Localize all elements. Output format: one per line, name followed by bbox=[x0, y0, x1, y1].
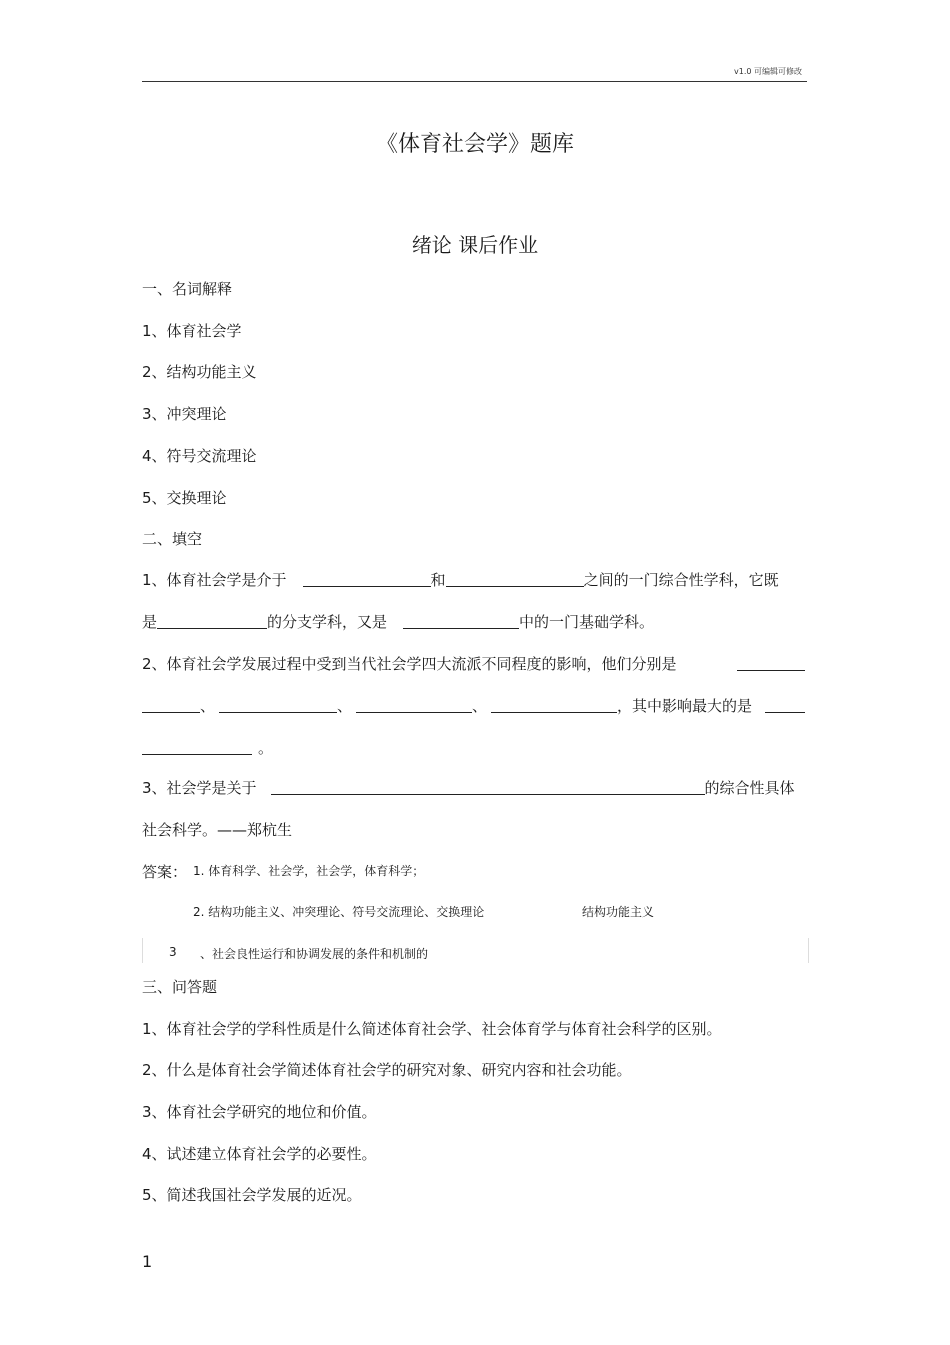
question-text: 的综合性具体 bbox=[704, 779, 795, 797]
question-text: 中的一门基础学科。 bbox=[519, 613, 655, 631]
section-heading-fill: 二、填空 bbox=[142, 530, 203, 548]
list-item: 5、简述我国社会学发展的近况。 bbox=[142, 1186, 362, 1204]
question-text: ，其中影响最大的是 bbox=[617, 697, 753, 715]
list-item: 4、符号交流理论 bbox=[142, 447, 257, 465]
answer-3-number: 3 bbox=[169, 945, 177, 959]
question-text: 。 bbox=[258, 739, 274, 757]
page-number: 1 bbox=[142, 1252, 153, 1271]
question-text: 1、体育社会学是介于 bbox=[142, 571, 287, 589]
answer-blank bbox=[356, 696, 472, 713]
answer-1: 1. 体育科学、社会学，社会学，体育科学； bbox=[193, 864, 425, 878]
section-heading-qa: 三、问答题 bbox=[142, 978, 218, 996]
chapter-heading: 绪论 课后作业 bbox=[411, 233, 539, 257]
document-title: 《体育社会学》题库 bbox=[375, 132, 574, 157]
answer-blank bbox=[142, 696, 200, 713]
answer-blank bbox=[403, 612, 519, 629]
answer-blank bbox=[303, 570, 431, 587]
question-text: 是 bbox=[142, 613, 158, 631]
separator: 、 bbox=[200, 697, 216, 715]
version-note: v1.0 可编辑可修改 bbox=[734, 67, 802, 76]
answer-blank bbox=[446, 570, 584, 587]
answer-blank bbox=[765, 696, 805, 713]
answer-blank bbox=[491, 696, 617, 713]
list-item: 2、结构功能主义 bbox=[142, 363, 257, 381]
section-heading-terms: 一、名词解释 bbox=[142, 280, 233, 298]
answer-blank bbox=[737, 654, 805, 671]
question-text: 和 bbox=[430, 571, 446, 589]
fill-question-3-line-2: 社会科学。——郑杭生 bbox=[142, 821, 293, 839]
answer-blank bbox=[142, 738, 252, 755]
separator: 、 bbox=[472, 697, 488, 715]
answer-blank bbox=[271, 778, 705, 795]
fill-question-1-line-1 bbox=[142, 569, 779, 590]
list-item: 2、什么是体育社会学简述体育社会学的研究对象、研究内容和社会功能。 bbox=[142, 1061, 632, 1079]
fill-question-2-line-3 bbox=[142, 737, 273, 758]
fill-question-1-line-2 bbox=[142, 611, 654, 632]
list-item: 1、体育社会学 bbox=[142, 322, 242, 340]
answer-label: 答案： bbox=[142, 863, 188, 881]
question-text: 的分支学科，又是 bbox=[267, 613, 388, 631]
list-item: 3、体育社会学研究的地位和价值。 bbox=[142, 1103, 377, 1121]
list-item: 1、体育社会学的学科性质是什么简述体育社会学、社会体育学与体育社会科学的区别。 bbox=[142, 1020, 722, 1038]
question-text: 3、社会学是关于 bbox=[142, 779, 257, 797]
header-rule bbox=[142, 81, 807, 82]
answer-blank bbox=[219, 696, 337, 713]
fill-question-3-line-1 bbox=[142, 777, 795, 798]
answer-2: 2. 结构功能主义、冲突理论、符号交流理论、交换理论 bbox=[193, 905, 485, 919]
answer-2-most-influential: 结构功能主义 bbox=[582, 905, 655, 919]
fill-question-2-line-1: 2、体育社会学发展过程中受到当代社会学四大流派不同程度的影响，他们分别是 bbox=[142, 655, 677, 673]
separator: 、 bbox=[337, 697, 353, 715]
question-text: 之间的一门综合性学科，它既 bbox=[583, 571, 779, 589]
list-item: 4、试述建立体育社会学的必要性。 bbox=[142, 1145, 377, 1163]
answer-blank bbox=[157, 612, 267, 629]
answer-3: 、社会良性运行和协调发展的条件和机制的 bbox=[200, 947, 429, 961]
fill-question-2-line-2 bbox=[142, 695, 752, 716]
list-item: 3、冲突理论 bbox=[142, 405, 227, 423]
list-item: 5、交换理论 bbox=[142, 489, 227, 507]
